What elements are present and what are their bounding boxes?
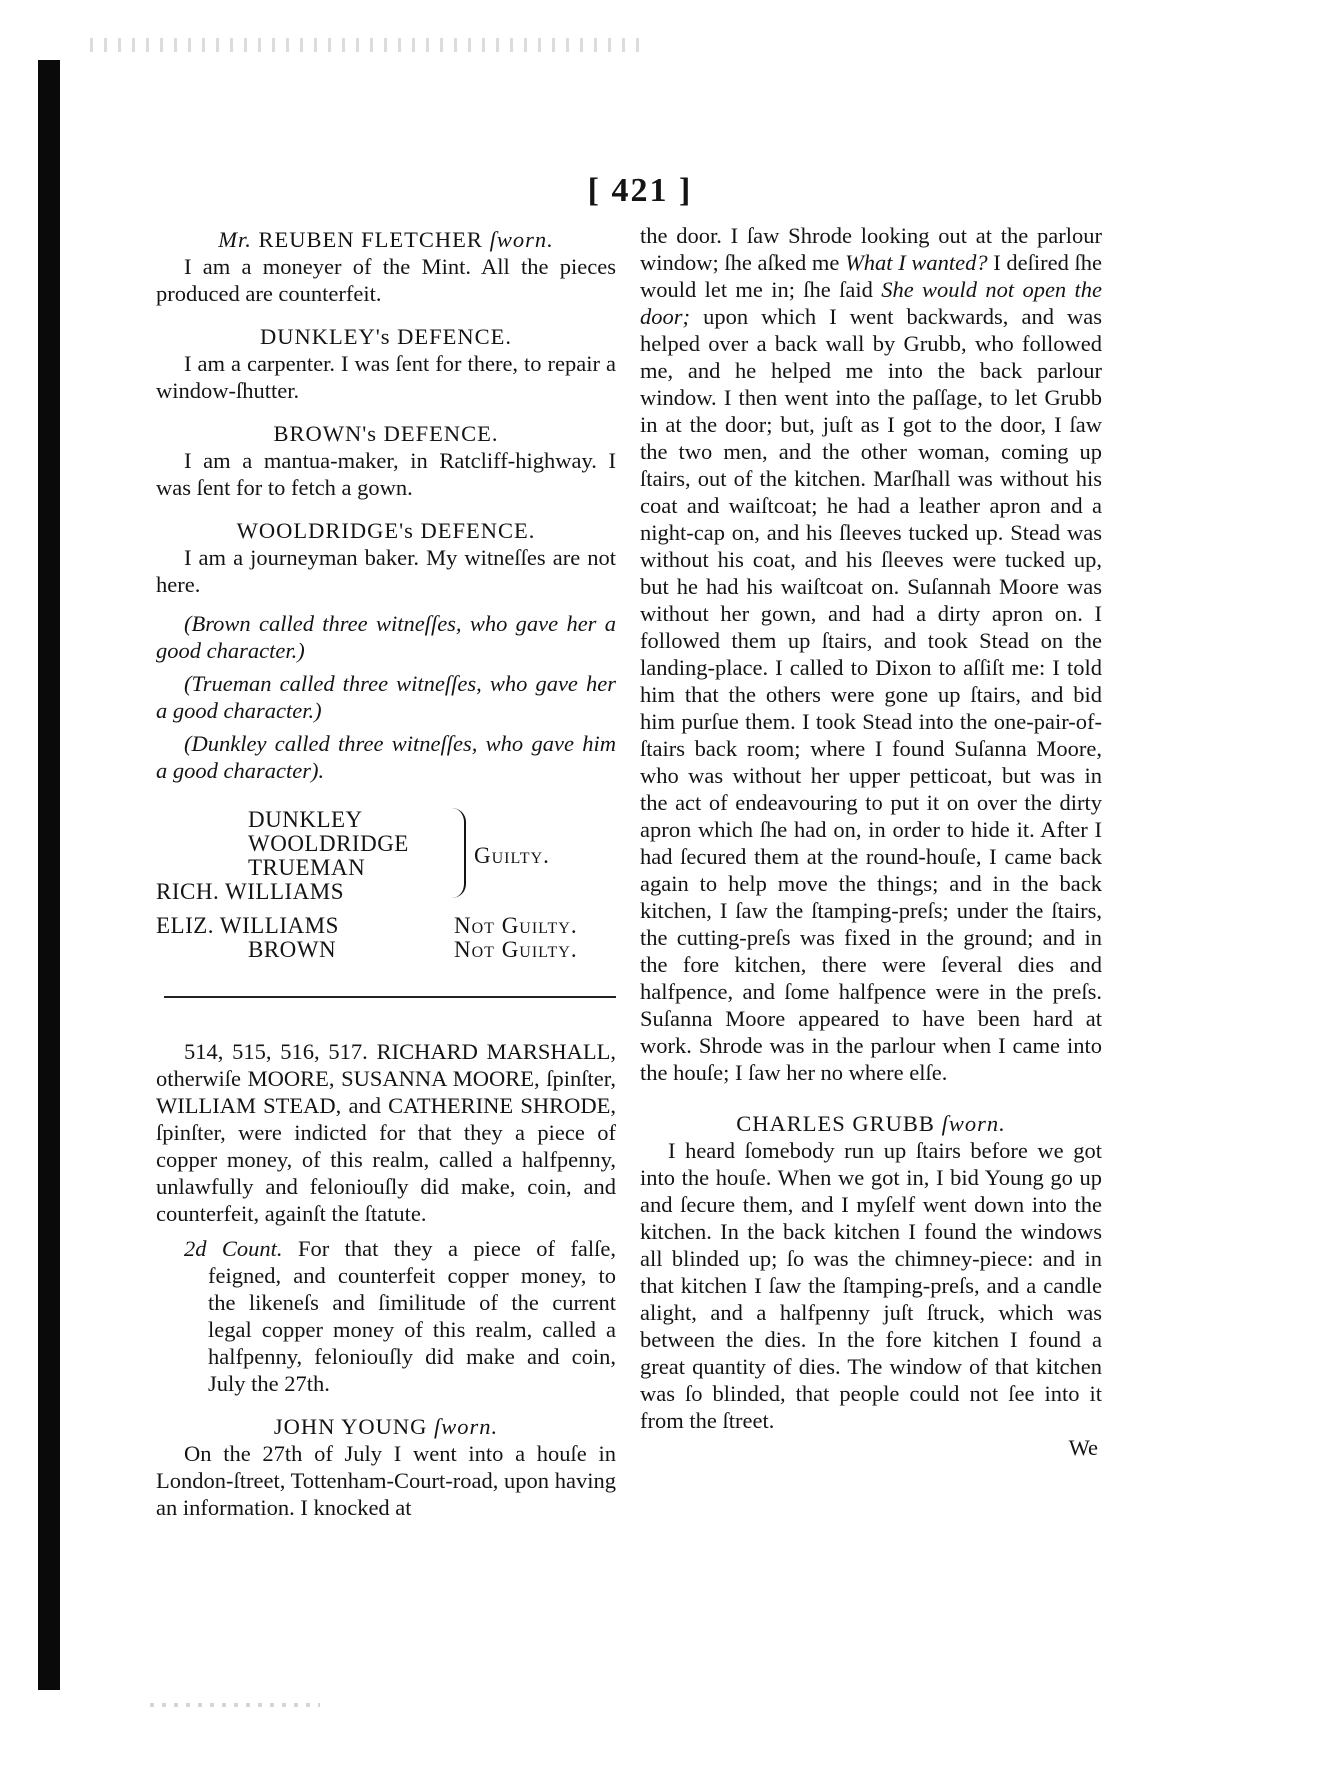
right-column [640, 222, 1102, 1461]
young-text-part: I deſired ſhe would let me in; ſhe ſaid [640, 250, 1103, 302]
not-guilty-label: Not Guilty. [454, 937, 578, 962]
verdict-brace [452, 808, 466, 898]
brown-defence-text: I am a mantua-maker, in Ratcliff-highway. I was ſent for to fetch a gown. [156, 448, 616, 500]
indictment-text: 514, 515, 516, 517. RICHARD MARSHALL, otherwiſe MOORE, SUSANNA MOORE, ſpinſter, WILLIAM STEAD, and CATHERINE SHRODE, ſpinſter, were indicted for that they a piece of copper money, of this realm, called a halfpenny, unlawfully and feloniouſly did make, coin, and counterfeit, againſt the ſtatute. [156, 1039, 616, 1226]
character-note-dunkley: (Dunkley called three witneſſes, who gave him a good character). [156, 731, 616, 783]
grubb-heading-name: CHARLES GRUBB [736, 1111, 935, 1136]
not-guilty-label: Not Guilty. [454, 913, 578, 938]
fletcher-heading [156, 226, 616, 253]
young-text-part: the door. I ſaw Shrode looking out at the parlour window; ſhe aſked me [640, 223, 1102, 275]
character-note-brown: (Brown called three witneſſes, who gave her a good character.) [156, 611, 616, 663]
fletcher-heading-prefix: Mr. [218, 227, 252, 252]
young-text-part: upon which I went backwards, and was helped over a back wall by Grubb, who followed me, and he helped me into the back parlour window. I then went into the paſſage, to let Grubb in at the door; but, juſt as I got to the door, I ſaw the two men, and the other woman, coming up ſtairs, out of the kitchen. Marſhall was without his coat and waiſtcoat; he had a leather apron and a night-cap on, and his ſleeves tucked up. Stead was without his coat, and his ſleeves were tucked up, but he had his waiſtcoat on. Suſannah Moore was without her gown, and had a dirty apron on. I followed them up ſtairs, and took Stead on the landing-place. I called to Dixon to aſſiſt me: I told him that the others were gone up ſtairs, and bid him purſue them. I took Stead into the one-pair-of-ſtairs back room; where I found Suſanna Moore, who was without her upper petticoat, but was in the act of endeavouring to put it on over the dirty apron which ſhe had on, in order to hide it. After I had ſecured them at the round-houſe, I came back again to help move the things; and in the back kitchen, I ſaw the ſtamping-preſs; under the ſtairs, the cutting-preſs was fixed in the ground; and in the fore kitchen, there were ſeveral dies and halfpence, and ſome halfpence were in the preſs. Suſanna Moore appeared to have been hard at work. Shrode was in the parlour when I came into the houſe; I ſaw her no where elſe. [640, 304, 1103, 1085]
young-heading-suffix: ſworn. [434, 1414, 499, 1439]
scan-specks-bottom [150, 1703, 320, 1707]
wooldridge-defence-text: I am a journeyman baker. My witneſſes are not here. [156, 545, 616, 597]
young-heading-name: JOHN YOUNG [273, 1414, 428, 1439]
verdict-block [156, 806, 616, 962]
grubb-heading [640, 1110, 1102, 1137]
young-quote: She would not open the door; [640, 277, 1102, 329]
verdict-name: DUNKLEY [248, 807, 363, 832]
scan-specks-top [90, 38, 650, 52]
wooldridge-defence-heading: WOOLDRIDGE's DEFENCE. [236, 518, 536, 543]
dunkley-defence-heading: DUNKLEY's DEFENCE. [259, 324, 513, 349]
second-count-label: 2d Count. [184, 1236, 283, 1261]
young-testimony-continued [640, 222, 1102, 1086]
young-heading [156, 1413, 616, 1440]
section-divider [164, 996, 616, 998]
grubb-heading-suffix: ſworn. [941, 1111, 1006, 1136]
verdict-name: TRUEMAN [248, 855, 366, 880]
fletcher-heading-name: REUBEN FLETCHER [258, 227, 483, 252]
young-testimony-start: On the 27th of July I went into a houſe in London-ſtreet, Tottenham-Court-road, upon having an information. I knocked at [156, 1441, 616, 1520]
fletcher-heading-suffix: ſworn. [489, 227, 554, 252]
brown-defence-heading: BROWN's DEFENCE. [273, 421, 499, 446]
second-count [184, 1235, 616, 1397]
left-column [156, 222, 616, 1521]
verdict-name: RICH. WILLIAMS [156, 879, 345, 904]
fletcher-testimony: I am a moneyer of the Mint. All the pieces produced are counterfeit. [156, 254, 616, 306]
grubb-testimony: I heard ſomebody run up ſtairs before we got into the houſe. When we got in, I bid Young go up and ſecure them, and I myſelf went down into the kitchen. In the back kitchen I found the windows all blinded up; ſo was the chimney-piece: and in that kitchen I ſaw the ſtamping-preſs, and a candle alight, and a halfpenny juſt ſtruck, which was between the dies. In the fore kitchen I found a great quantity of dies. The window of that kitchen was ſo blinded, that people could not ſee into it from the ſtreet. [640, 1138, 1102, 1433]
guilty-label: Guilty. [474, 843, 550, 868]
page-number: [ 421 ] [587, 172, 693, 209]
second-count-text: For that they a piece of falſe, feigned, and counterfeit copper money, to the likeneſs and ſimilitude of the current legal copper money of this realm, called a halfpenny, feloniouſly did make and coin, July the 27th. [208, 1236, 616, 1396]
verdict-name: WOOLDRIDGE [248, 831, 409, 856]
catchword: We [1068, 1435, 1098, 1460]
character-note-trueman: (Trueman called three witneſſes, who gave her a good character.) [156, 671, 616, 723]
verdict-name: BROWN [248, 937, 337, 962]
dunkley-defence-text: I am a carpenter. I was ſent for there, to repair a window-ſhutter. [156, 351, 616, 403]
young-quote: What I wanted? [845, 250, 988, 275]
page-binding-shadow [38, 60, 60, 1690]
verdict-name: ELIZ. WILLIAMS [156, 913, 339, 938]
